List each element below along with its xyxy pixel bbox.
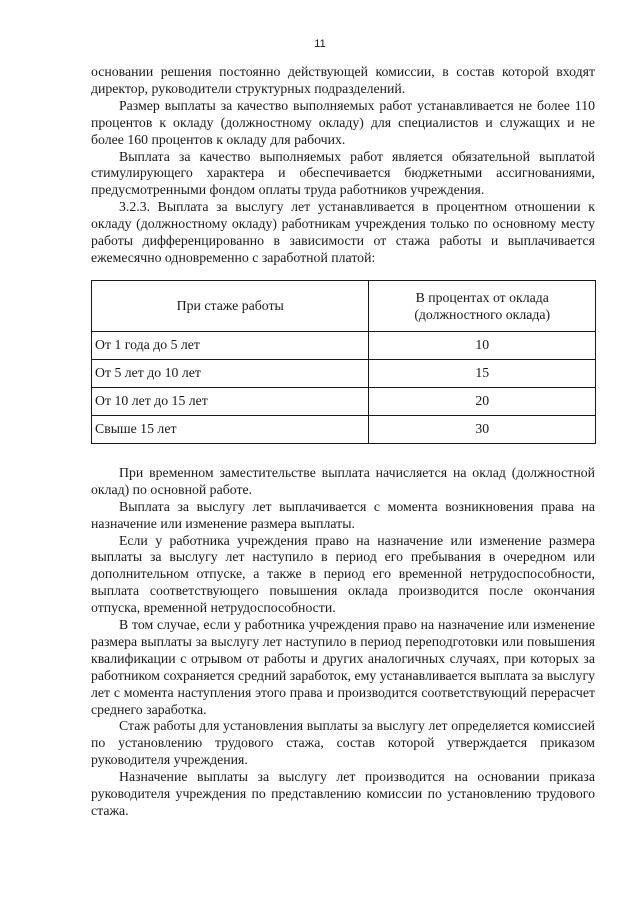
table-cell-period: Свыше 15 лет [92, 415, 369, 443]
table-row [92, 387, 596, 415]
table-header-percent [369, 280, 596, 331]
table-row [92, 331, 596, 359]
table-header-percent-text: В процентах от оклада (должностного оклада) [414, 289, 551, 322]
seniority-table [91, 280, 596, 444]
paragraph: Стаж работы для установления выплаты за выслугу лет определяется комиссией по установлению трудового стажа, состав которой утверждается приказом руководителя учреждения. [91, 718, 595, 768]
paragraph: Выплата за качество выполняемых работ является обязательной выплатой стимулирующего характера и обеспечивается бюджетными ассигнованиями, предусмотренными фондом оплаты труда работников учреждения. [91, 148, 595, 198]
paragraph: Выплата за выслугу лет выплачивается с момента возникновения права на назначение или изменение размера выплаты. [91, 498, 595, 531]
table-header-row [92, 280, 596, 331]
paragraph: В том случае, если у работника учреждения право на назначение или изменение размера выплаты за выслугу лет наступило в период переподготовки или повышения квалификации с отрывом от работы и других аналогичных случаях, при которых за работником сохраняется средний заработок, ему устанавливается выплата за выслугу лет с момента наступления этого права и производится соответствующий перерасчет среднего заработка. [91, 617, 595, 717]
table-cell-period: От 10 лет до 15 лет [92, 387, 369, 415]
table-row [92, 359, 596, 387]
table-cell-percent: 30 [369, 415, 596, 443]
table-cell-period: От 1 года до 5 лет [92, 331, 369, 359]
table-row [92, 415, 596, 443]
page-number: 11 [314, 38, 326, 50]
table-header-period: При стаже работы [92, 280, 369, 331]
paragraph: Размер выплаты за качество выполняемых работ устанавливается не более 110 процентов к окладу (должностному окладу) для специалистов и служащих и не более 160 процентов к окладу для рабочих. [91, 97, 595, 147]
paragraph: При временном заместительстве выплата начисляется на оклад (должностной оклад) по основной работе. [91, 464, 595, 497]
paragraph: 3.2.3. Выплата за выслугу лет устанавливается в процентном отношении к окладу (должностному окладу) работникам учреждения только по основному месту работы дифференцированно в зависимости от стажа работы и выплачивается ежемесячно одновременно с заработной платой: [91, 199, 595, 265]
table-cell-period: От 5 лет до 10 лет [92, 359, 369, 387]
paragraph: Назначение выплаты за выслугу лет производится на основании приказа руководителя учреждения по представлению комиссии по установлению трудового стажа. [91, 769, 595, 818]
paragraph: Если у работника учреждения право на назначение или изменение размера выплаты за выслугу лет наступило в период его пребывания в очередном или дополнительном отпуске, а также в период его временной нетрудоспособности, выплата соответствующего повышения оклада производится после окончания отпуска, временной нетрудоспособности. [91, 532, 595, 616]
table-cell-percent: 20 [369, 387, 596, 415]
table-cell-percent: 10 [369, 331, 596, 359]
document-body [91, 64, 595, 820]
paragraph: основании решения постоянно действующей комиссии, в состав которой входят директор, руководители структурных подразделений. [91, 64, 595, 96]
table-cell-percent: 15 [369, 359, 596, 387]
